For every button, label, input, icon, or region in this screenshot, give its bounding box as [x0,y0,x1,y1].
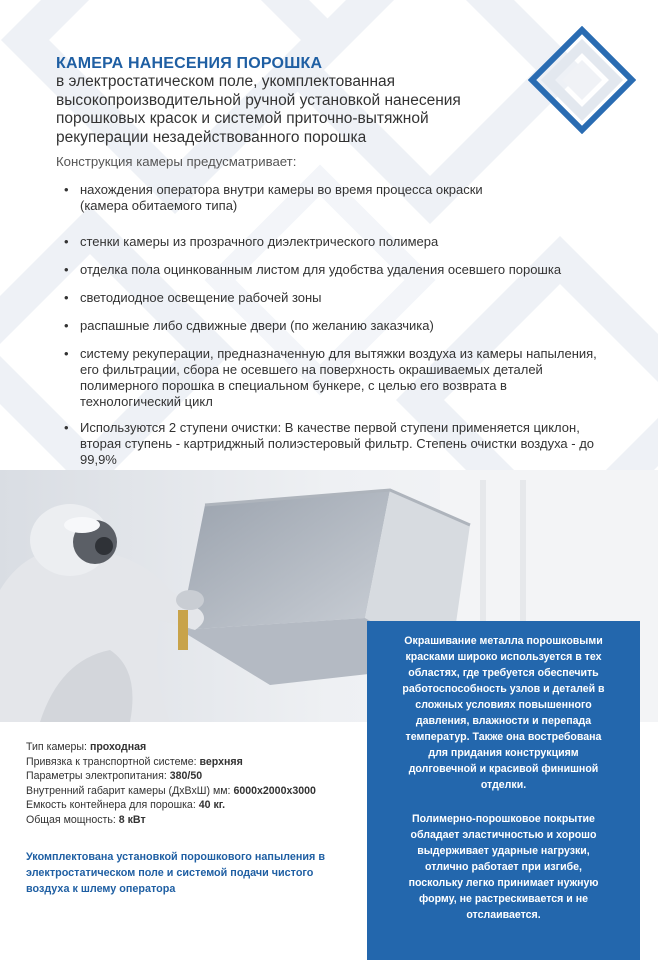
spec-row: Внутренний габарит камеры (ДхВхШ) мм: 6000х2000х3000 [26,784,316,797]
subtitle-line: порошковых красок и системой приточно-вытяжной [56,110,429,127]
spec-row: Привязка к транспортной системе: верхняя [26,755,243,768]
info-paragraph: Окрашивание металла порошковыми красками широко используется в тех областях, где требуется обеспечить работоспособность узлов и деталей в сложных условиях повышенного давления, влажности и перепада температур. Также она востребована для придания конструкциям долговечной и красивой финишной отделки. [402,635,605,791]
list-item: • Используются 2 ступени очистки: В качестве первой ступени применяется циклон, вторая ступень - картриджный полиэстеровый фильтр. Степень очистки воздуха - до 99,9% [64,420,624,468]
info-paragraph: Полимерно-порошковое покрытие обладает эластичностью и хорошо выдерживает ударные нагрузки, отлично работает при изгибе, поскольку легко принимает нужную форму, не растрескивается и не отслаивается. [408,813,599,921]
info-box [367,621,640,960]
spec-row: Емкость контейнера для порошка: 40 кг. [26,799,226,812]
spec-row: Тип камеры: проходная [26,741,147,753]
list-item: • отделка пола оцинкованным листом для удобства удаления осевшего порошка [64,262,624,278]
page-subtitle [56,73,546,147]
spec-row: Параметры электропитания: 380/50 [26,770,203,783]
spec-row: Общая мощность: 8 кВт [26,813,146,826]
subtitle-line: рекуперации незадействованного порошка [56,128,367,146]
specifications [26,740,356,828]
intro-text: Конструкция камеры предусматривает: [56,154,297,169]
list-item: • распашные либо сдвижные двери (по желанию заказчика) [64,318,624,334]
feature-list [64,182,624,468]
equipment-note: Укомплектована установкой порошкового напыления в электростатическом поле и системой подачи чистого воздуха к шлему оператора [26,851,325,895]
list-item: • светодиодное освещение рабочей зоны [64,290,624,306]
subtitle-line: высокопроизводительной ручной установкой нанесения [56,91,461,109]
header [56,54,546,147]
page-title: КАМЕРА НАНЕСЕНИЯ ПОРОШКА [56,55,323,72]
subtitle-line: в электростатическом поле, укомплектованная [56,73,396,90]
list-item: • систему рекуперации, предназначенную для вытяжки воздуха из камеры напыления, его фильтрации, сбора не осевшего на поверхность окрашиваемых деталей полимерного порошка в специальном бункере, с целью его возврата в технологический цикл [64,346,624,410]
list-item: • стенки камеры из прозрачного диэлектрического полимера [64,234,624,250]
list-item: • нахождения оператора внутри камеры во время процесса окраски (камера обитаемого типа) [64,182,624,214]
